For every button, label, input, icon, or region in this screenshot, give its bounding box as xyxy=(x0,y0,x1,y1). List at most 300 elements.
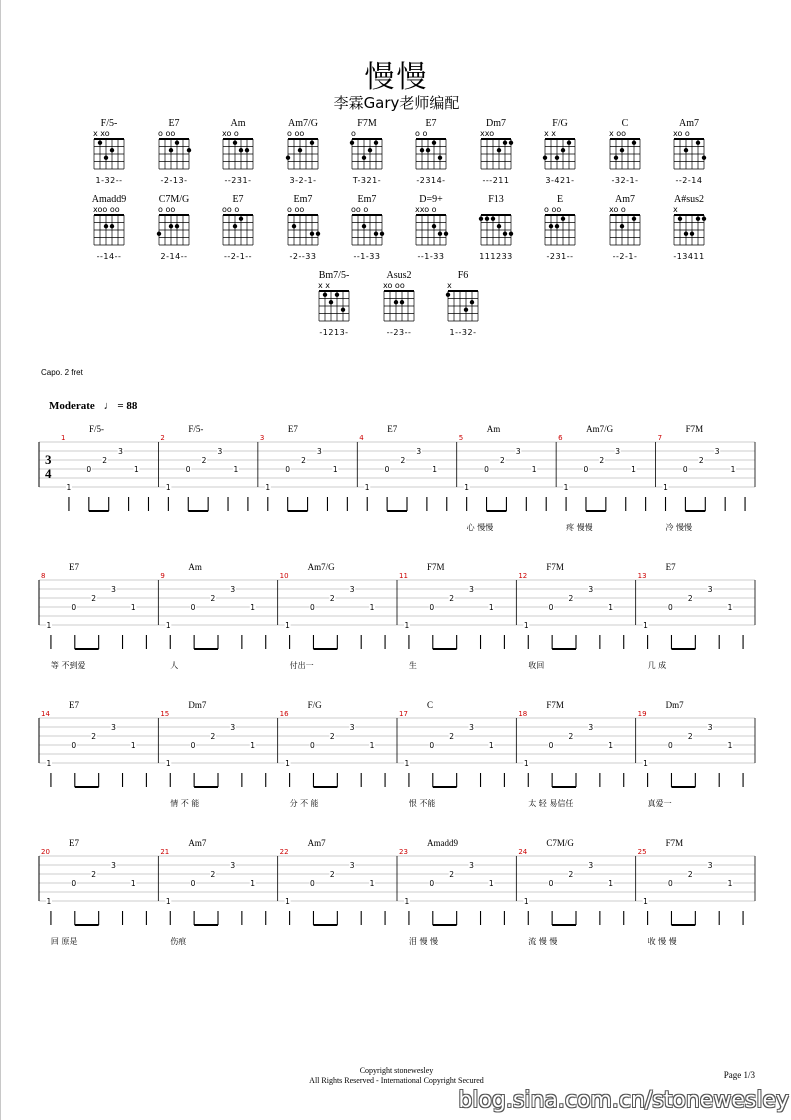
fret-number: 2 xyxy=(91,594,96,603)
finger-dot xyxy=(175,141,179,145)
lyric-text: 等 不到爱 xyxy=(50,661,86,670)
fret-number: 1 xyxy=(250,603,256,612)
lyric-text: 几 成 xyxy=(647,661,667,670)
chord-grid-icon xyxy=(659,127,719,177)
chord-fingering: --2-1- xyxy=(612,252,638,261)
measure-chord: C xyxy=(427,700,434,710)
finger-dot xyxy=(233,224,237,228)
measure-chord: F/G xyxy=(307,700,322,710)
fret-number: 1 xyxy=(643,897,648,906)
measure-number: 16 xyxy=(279,710,289,718)
finger-dot xyxy=(614,156,618,160)
measure-chord: F7M xyxy=(685,424,704,434)
chord-name: E xyxy=(556,194,564,205)
finger-dot xyxy=(286,156,290,160)
page-number: Page 1/3 xyxy=(723,1070,755,1080)
lyric-text: 回 原是 xyxy=(50,937,78,946)
fret-number: 3 xyxy=(111,585,116,594)
tab-system xyxy=(39,424,755,554)
fret-number: 0 xyxy=(668,741,673,750)
fret-number: 3 xyxy=(469,723,474,732)
fret-number: 2 xyxy=(568,870,574,879)
finger-dot xyxy=(400,300,404,304)
string-markers: o oo xyxy=(158,205,176,214)
string-markers: o o xyxy=(415,129,428,138)
fret-number: 3 xyxy=(515,447,521,456)
finger-dot xyxy=(432,141,436,145)
fret-number: 0 xyxy=(310,603,315,612)
fret-number: 1 xyxy=(730,465,736,474)
chord-name: E7 xyxy=(425,118,437,129)
string-markers: o oo xyxy=(544,205,562,214)
rights-line: All Rights Reserved - International Copyright Secured xyxy=(309,1076,484,1085)
finger-dot xyxy=(104,224,108,228)
fret-number: 1 xyxy=(488,741,494,750)
fret-number: 1 xyxy=(727,603,733,612)
fret-number: 0 xyxy=(429,741,435,750)
measure-number: 17 xyxy=(399,710,408,718)
chord-grid-icon xyxy=(208,127,268,177)
chord-name: Am xyxy=(230,118,246,129)
chord-fingering: 3-2-1- xyxy=(289,176,317,185)
finger-dot xyxy=(432,224,436,228)
copyright-line: Copyright stonewesley xyxy=(359,1066,434,1075)
finger-dot xyxy=(245,148,249,152)
chord-name: Am7/G xyxy=(288,118,318,129)
fret-number: 2 xyxy=(687,870,693,879)
chord-grid-icon xyxy=(595,127,655,177)
chord-name: Am7 xyxy=(679,118,699,129)
measure-chord: F7M xyxy=(546,700,564,710)
fret-number: 3 xyxy=(230,585,236,594)
measure-number: 19 xyxy=(637,710,647,718)
chord-name: Em7 xyxy=(293,194,313,205)
lyric-text: 分 不 能 xyxy=(289,799,319,808)
measure-number: 4 xyxy=(359,434,364,442)
chord-grid-icon xyxy=(530,127,590,177)
measure-chord: F7M xyxy=(427,562,445,572)
fret-number: 3 xyxy=(349,723,355,732)
fret-number: 3 xyxy=(469,585,474,594)
finger-dot xyxy=(374,141,378,145)
finger-dot xyxy=(374,232,378,236)
measure-chord: E7 xyxy=(387,424,398,434)
measure-chord: Am7/G xyxy=(586,424,614,434)
fret-number: 3 xyxy=(588,585,594,594)
finger-dot xyxy=(690,232,694,236)
fret-number: 2 xyxy=(329,594,335,603)
lyric-text: 疼 慢慢 xyxy=(566,523,593,532)
chord-name: F/5- xyxy=(100,118,118,129)
lyric-text: 冷 慢慢 xyxy=(665,523,693,532)
finger-dot xyxy=(684,148,688,152)
string-markers: o oo xyxy=(158,129,176,138)
lyric-text: 泪 慢 慢 xyxy=(408,937,439,946)
fret-number: 3 xyxy=(230,861,236,870)
lyric-text: 流 慢 慢 xyxy=(528,937,558,946)
chord-fingering: 1-32-- xyxy=(95,176,123,185)
finger-dot xyxy=(555,224,559,228)
finger-dot xyxy=(470,300,474,304)
capo-text: Capo. 2 fret xyxy=(41,368,83,377)
fret-number: 1 xyxy=(46,621,52,630)
fret-number: 1 xyxy=(369,879,375,888)
finger-dot xyxy=(380,232,384,236)
fret-number: 2 xyxy=(599,456,605,465)
chord-fingering: -2--33 xyxy=(289,252,317,261)
fret-number: 3 xyxy=(588,861,594,870)
chord-grid-icon xyxy=(144,203,204,253)
chord-grid-icon xyxy=(401,203,461,253)
chord-grid-icon xyxy=(595,203,655,253)
fret-number: 1 xyxy=(165,759,171,768)
fret-number: 0 xyxy=(71,741,77,750)
fret-number: 1 xyxy=(464,483,469,492)
finger-dot xyxy=(561,148,565,152)
fret-number: 1 xyxy=(46,759,52,768)
finger-dot xyxy=(678,217,682,221)
chord-grid-icon xyxy=(337,203,397,253)
finger-dot xyxy=(169,224,173,228)
finger-dot xyxy=(549,224,553,228)
chord-name: F/G xyxy=(552,118,568,129)
fret-number: 0 xyxy=(384,465,390,474)
fret-number: 1 xyxy=(727,879,733,888)
fret-number: 1 xyxy=(130,879,136,888)
chord-name: F6 xyxy=(457,270,469,281)
fret-number: 1 xyxy=(608,741,614,750)
fret-number: 3 xyxy=(111,861,116,870)
measure-chord: Am7/G xyxy=(307,562,335,572)
chord-grid-icon xyxy=(659,203,719,253)
fret-number: 1 xyxy=(364,483,370,492)
tab-system xyxy=(39,838,755,968)
finger-dot xyxy=(110,148,114,152)
fret-number: 0 xyxy=(185,465,191,474)
finger-dot xyxy=(479,217,483,221)
lyric-text: 恨 不能 xyxy=(408,799,436,808)
chord-name: Em7 xyxy=(357,194,377,205)
chord-grid-icon xyxy=(466,127,526,177)
measure-number: 11 xyxy=(399,572,408,580)
chord-grid-icon xyxy=(79,127,139,177)
fret-number: 3 xyxy=(469,861,474,870)
fret-number: 3 xyxy=(349,585,355,594)
fret-number: 1 xyxy=(130,741,136,750)
fret-number: 0 xyxy=(285,465,290,474)
finger-dot xyxy=(323,293,327,297)
fret-number: 2 xyxy=(102,456,108,465)
finger-dot xyxy=(497,224,501,228)
finger-dot xyxy=(157,232,161,236)
measure-chord: E7 xyxy=(69,838,79,848)
measure-number: 14 xyxy=(41,710,50,718)
measure-chord: Am7 xyxy=(307,838,326,848)
fret-number: 1 xyxy=(488,603,494,612)
quarter-note-icon: ♩ xyxy=(103,400,115,412)
lyric-text: 收回 xyxy=(528,661,545,670)
measure-chord: Amadd9 xyxy=(427,838,458,848)
fret-number: 0 xyxy=(682,465,688,474)
measure-chord: E7 xyxy=(69,700,79,710)
chord-fingering: --14-- xyxy=(96,252,122,261)
tempo-marking xyxy=(49,400,137,412)
measure-number: 18 xyxy=(518,710,528,718)
fret-number: 1 xyxy=(165,483,171,492)
measure-chord: Dm7 xyxy=(188,700,207,710)
fret-number: 3 xyxy=(118,447,123,456)
finger-dot xyxy=(316,232,320,236)
blog-watermark: blog.sina.com.cn/stonewesley xyxy=(458,1088,789,1113)
chord-grid-icon xyxy=(433,279,493,329)
string-markers: x x xyxy=(544,129,557,138)
fret-number: 2 xyxy=(698,456,704,465)
measure-chord: F/5- xyxy=(89,424,105,434)
finger-dot xyxy=(696,141,700,145)
fret-number: 3 xyxy=(615,447,621,456)
fret-number: 1 xyxy=(523,897,529,906)
measure-number: 6 xyxy=(558,434,563,442)
lyric-text: 心 慢慢 xyxy=(466,523,494,532)
string-markers: xo o xyxy=(673,129,690,138)
chord-name: C7M/G xyxy=(158,194,190,205)
fret-number: 1 xyxy=(608,603,614,612)
fret-number: 1 xyxy=(66,483,72,492)
measure-number: 7 xyxy=(657,434,663,442)
fret-number: 0 xyxy=(71,603,77,612)
fret-number: 1 xyxy=(369,741,375,750)
fret-number: 2 xyxy=(568,732,574,741)
fret-number: 0 xyxy=(310,879,315,888)
fret-number: 1 xyxy=(432,465,438,474)
fret-number: 1 xyxy=(46,897,52,906)
fret-number: 3 xyxy=(349,861,355,870)
fret-number: 1 xyxy=(531,465,537,474)
finger-dot xyxy=(394,300,398,304)
measure-number: 5 xyxy=(458,434,464,442)
fret-number: 3 xyxy=(707,585,713,594)
finger-dot xyxy=(464,308,468,312)
finger-dot xyxy=(491,217,495,221)
measure-number: 15 xyxy=(160,710,170,718)
chord-fingering: ---211 xyxy=(482,176,510,185)
chord-name: A#sus2 xyxy=(673,194,704,205)
finger-dot xyxy=(555,156,559,160)
chord-name: Amadd9 xyxy=(91,194,127,205)
fret-number: 0 xyxy=(190,741,196,750)
finger-dot xyxy=(561,217,565,221)
string-markers: o xyxy=(351,129,356,138)
measure-number: 23 xyxy=(399,848,408,856)
string-markers: x xyxy=(673,205,678,214)
fret-number: 3 xyxy=(316,447,322,456)
finger-dot xyxy=(503,232,507,236)
finger-dot xyxy=(329,300,333,304)
chord-fingering: --1-33 xyxy=(353,252,381,261)
fret-number: 1 xyxy=(563,483,569,492)
string-markers: x xo xyxy=(93,129,110,138)
time-signature-bottom: 4 xyxy=(45,466,52,481)
chord-fingering: -2314- xyxy=(416,176,446,185)
chord-name: Bm7/5- xyxy=(318,270,350,281)
finger-dot xyxy=(702,217,706,221)
fret-number: 1 xyxy=(130,603,136,612)
chord-fingering: 1--32- xyxy=(449,328,477,337)
fret-number: 0 xyxy=(668,879,673,888)
string-markers: oo o xyxy=(222,205,240,214)
chord-fingering: -13411 xyxy=(673,252,705,261)
finger-dot xyxy=(104,156,108,160)
finger-dot xyxy=(233,141,237,145)
finger-dot xyxy=(298,148,302,152)
measure-number: 21 xyxy=(160,848,170,856)
fret-number: 1 xyxy=(631,465,636,474)
fret-number: 3 xyxy=(707,723,713,732)
measure-number: 12 xyxy=(518,572,528,580)
fret-number: 1 xyxy=(134,465,139,474)
fret-number: 0 xyxy=(548,603,554,612)
fret-number: 1 xyxy=(285,621,290,630)
string-markers: x xyxy=(447,281,452,290)
fret-number: 2 xyxy=(301,456,306,465)
finger-dot xyxy=(632,217,636,221)
finger-dot xyxy=(110,224,114,228)
chord-fingering: -32-1- xyxy=(611,176,639,185)
lyric-text: 伤痕 xyxy=(170,937,187,946)
string-markers: x oo xyxy=(609,129,627,138)
fret-number: 3 xyxy=(416,447,422,456)
fret-number: 2 xyxy=(91,732,96,741)
finger-dot xyxy=(368,148,372,152)
fret-number: 2 xyxy=(329,732,335,741)
fret-number: 2 xyxy=(201,456,207,465)
measure-chord: F7M xyxy=(665,838,684,848)
fret-number: 0 xyxy=(548,879,554,888)
finger-dot xyxy=(620,224,624,228)
fret-number: 3 xyxy=(707,861,713,870)
chord-fingering: -2-13- xyxy=(160,176,188,185)
chord-fingering: 2-14-- xyxy=(160,252,188,261)
finger-dot xyxy=(341,308,345,312)
chord-name: E7 xyxy=(168,118,180,129)
arranger-credit: 李霖Gary老师编配 xyxy=(333,94,460,112)
fret-number: 0 xyxy=(190,879,196,888)
chord-grid-icon xyxy=(304,279,364,329)
chord-name: E7 xyxy=(232,194,244,205)
fret-number: 1 xyxy=(233,465,239,474)
fret-number: 0 xyxy=(429,603,435,612)
fret-number: 0 xyxy=(429,879,435,888)
fret-number: 1 xyxy=(523,759,529,768)
finger-dot xyxy=(438,232,442,236)
fret-number: 0 xyxy=(86,465,92,474)
string-markers: xo oo xyxy=(383,281,405,290)
finger-dot xyxy=(310,232,314,236)
tempo-word: Moderate xyxy=(49,400,95,412)
lyric-text: 人 xyxy=(170,661,179,670)
chord-fingering: T-321- xyxy=(352,176,382,185)
fret-number: 2 xyxy=(91,870,96,879)
finger-dot xyxy=(444,232,448,236)
fret-number: 0 xyxy=(71,879,77,888)
chord-grid-icon xyxy=(144,127,204,177)
chord-name: C xyxy=(621,118,629,129)
string-markers: oo o xyxy=(351,205,369,214)
tab-system xyxy=(39,562,755,692)
fret-number: 1 xyxy=(250,879,256,888)
finger-dot xyxy=(632,141,636,145)
chord-fingering: --2-1-- xyxy=(223,252,253,261)
fret-number: 1 xyxy=(608,879,614,888)
finger-dot xyxy=(350,141,354,145)
fret-number: 2 xyxy=(400,456,406,465)
finger-dot xyxy=(684,232,688,236)
fret-number: 2 xyxy=(449,870,454,879)
fret-number: 0 xyxy=(548,741,554,750)
string-markers: o oo xyxy=(287,129,305,138)
finger-dot xyxy=(420,148,424,152)
string-markers: xo o xyxy=(222,129,239,138)
measure-number: 2 xyxy=(160,434,165,442)
fret-number: 1 xyxy=(332,465,338,474)
finger-dot xyxy=(446,293,450,297)
fret-number: 1 xyxy=(369,603,375,612)
chord-fingering: --231- xyxy=(224,176,252,185)
chord-grid-icon xyxy=(466,203,526,253)
fret-number: 1 xyxy=(404,621,410,630)
fret-number: 0 xyxy=(668,603,673,612)
chord-grid-icon xyxy=(530,203,590,253)
measure-number: 10 xyxy=(279,572,289,580)
finger-dot xyxy=(426,148,430,152)
fret-number: 1 xyxy=(643,759,648,768)
fret-number: 0 xyxy=(310,741,315,750)
finger-dot xyxy=(696,217,700,221)
lyric-text: 情 不 能 xyxy=(170,799,200,808)
fret-number: 2 xyxy=(210,732,216,741)
chord-fingering: --23-- xyxy=(386,328,412,337)
fret-number: 1 xyxy=(404,897,410,906)
measure-number: 25 xyxy=(637,848,647,856)
chord-grid-icon xyxy=(337,127,397,177)
finger-dot xyxy=(620,148,624,152)
finger-dot xyxy=(239,148,243,152)
string-markers: xxo xyxy=(480,129,495,138)
string-markers: xoo oo xyxy=(93,205,120,214)
fret-number: 1 xyxy=(285,897,290,906)
measure-number: 3 xyxy=(259,434,265,442)
chord-fingering: -1213- xyxy=(319,328,349,337)
fret-number: 1 xyxy=(523,621,529,630)
fret-number: 1 xyxy=(643,621,648,630)
chord-grid-icon xyxy=(79,203,139,253)
fret-number: 1 xyxy=(404,759,410,768)
finger-dot xyxy=(292,224,296,228)
measure-chord: E7 xyxy=(69,562,79,572)
measure-chord: C7M/G xyxy=(546,838,574,848)
fret-number: 0 xyxy=(583,465,589,474)
measure-number: 20 xyxy=(41,848,50,856)
finger-dot xyxy=(175,224,179,228)
fret-number: 1 xyxy=(285,759,290,768)
finger-dot xyxy=(310,141,314,145)
finger-dot xyxy=(362,156,366,160)
chord-grid-icon xyxy=(273,127,333,177)
measure-chord: Am xyxy=(188,562,202,572)
fret-number: 1 xyxy=(265,483,271,492)
finger-dot xyxy=(485,217,489,221)
lyric-text: 太 轻 易信任 xyxy=(528,799,574,808)
